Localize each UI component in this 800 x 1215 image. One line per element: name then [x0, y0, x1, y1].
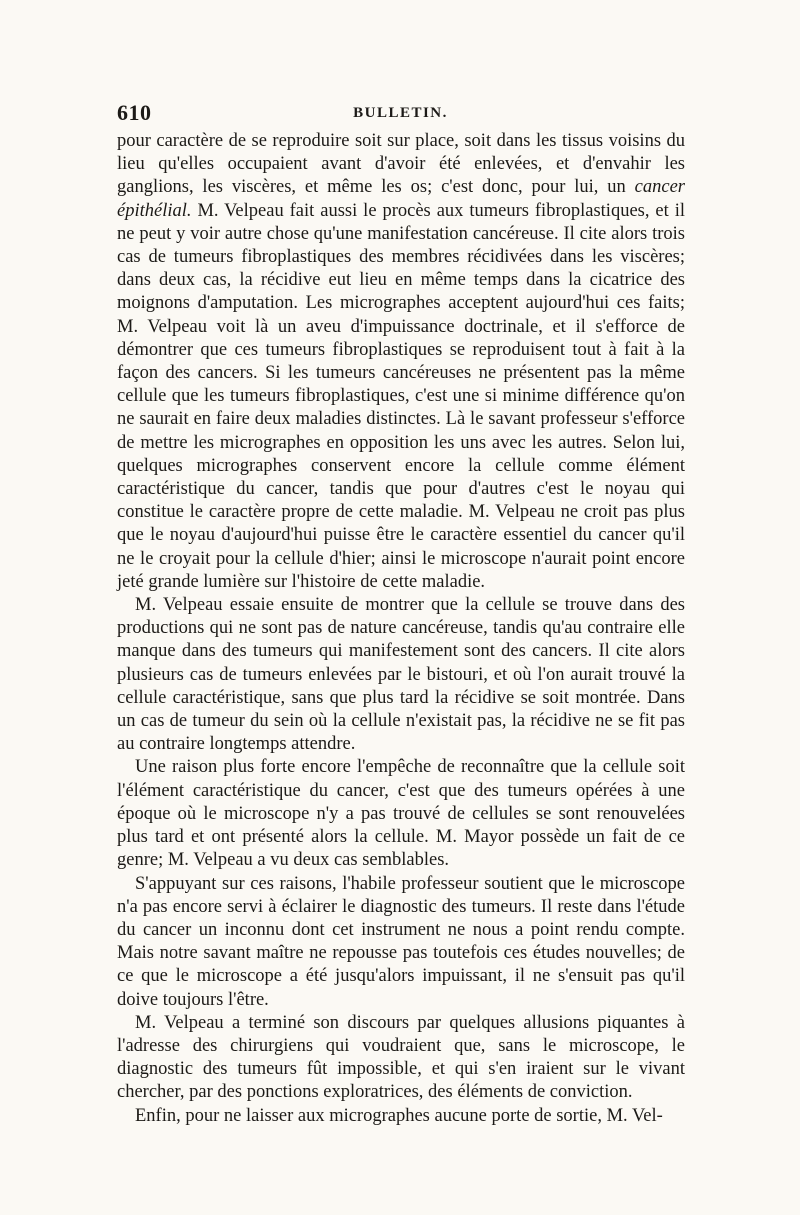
paragraph-text: M. Velpeau fait aussi le procès aux tumeurs fibroplastiques, et il ne peut y voir autre chose qu'une manifestation cancéreuse. Il cite alors trois cas de tumeurs fibroplastiques des membres récidivées dans les viscères; dans deux cas, la récidive eut lieu en même temps dans la cicatrice des moignons d'amputation. Les micrographes acceptent aujourd'hui ces faits; M. Velpeau voit là un aveu d'impuissance doctrinale, et il s'efforce de démontrer que ces tumeurs fibroplastiques se reproduisent tout à fait à la façon des cancers. Si les tumeurs cancéreuses ne présentent pas la même cellule que les tumeurs fibroplastiques, c'est une si minime différence qu'on ne saurait en faire deux maladies distinctes. Là le savant professeur s'efforce de mettre les micrographes en opposition les uns avec les autres. Selon lui, quelques micrographes conservent encore la cellule comme élément caractéristique du cancer, tandis que pour d'autres c'est le noyau qui constitue le caractère propre de cette maladie. M. Velpeau ne croit pas plus que le noyau d'aujourd'hui puisse être le caractère essentiel du cancer qu'il ne le croyait pour la cellule d'hier; ainsi le microscope n'aurait point encore jeté grande lumière sur l'histoire de cette maladie.: [117, 200, 685, 592]
emphasized-term: cancer épithélial.: [117, 177, 685, 221]
paragraph-continued: [117, 130, 685, 594]
paragraph-text: pour caractère de se reproduire soit sur place, soit dans les tissus voisins du lieu qu'elles occupaient avant d'avoir été enlevées, et d'envahir les ganglions, les viscères, et même les os; c'est donc, pour lui, un: [117, 131, 685, 198]
body-text: [117, 130, 685, 1128]
paragraph: S'appuyant sur ces raisons, l'habile professeur soutient que le microscope n'a pas encore servi à éclairer le diagnostic des tumeurs. Il reste dans l'étude du cancer un inconnu dont cet instrument ne nous a point rendu compte. Mais notre savant maître ne repousse pas toutefois ces études nouvelles; de ce que le microscope a été jusqu'alors impuissant, il ne s'ensuit pas qu'il doive toujours l'être.: [117, 873, 685, 1010]
page-header: [117, 100, 684, 130]
page-number: 610: [117, 100, 152, 125]
paragraph: Enfin, pour ne laisser aux micrographes aucune porte de sortie, M. Vel-: [135, 1105, 663, 1126]
paragraph: Une raison plus forte encore l'empêche de reconnaître que la cellule soit l'élément caractéristique du cancer, c'est que des tumeurs opérées à une époque où le microscope n'y a pas trouvé de cellules se sont renouvelées plus tard et ont présenté alors la cellule. M. Mayor possède un fait de ce genre; M. Velpeau a vu deux cas semblables.: [117, 757, 685, 871]
paragraph: M. Velpeau essaie ensuite de montrer que la cellule se trouve dans des productions qui ne sont pas de nature cancéreuse, tandis qu'au contraire elle manque dans des tumeurs qui manifestement sont des cancers. Il cite alors plusieurs cas de tumeurs enlevées par le bistouri, et où l'on aurait trouvé la cellule caractéristique, sans que plus tard la récidive se soit montrée. Dans un cas de tumeur du sein où la cellule n'existait pas, la récidive ne se fit pas au contraire longtemps attendre.: [117, 595, 685, 755]
running-title: BULLETIN.: [353, 105, 448, 121]
paragraph: M. Velpeau a terminé son discours par quelques allusions piquantes à l'adresse des chirurgiens qui voudraient que, sans le microscope, le diagnostic des tumeurs fût impossible, et qui s'en iraient sur le vivant chercher, par des ponctions exploratrices, des éléments de conviction.: [117, 1012, 685, 1103]
